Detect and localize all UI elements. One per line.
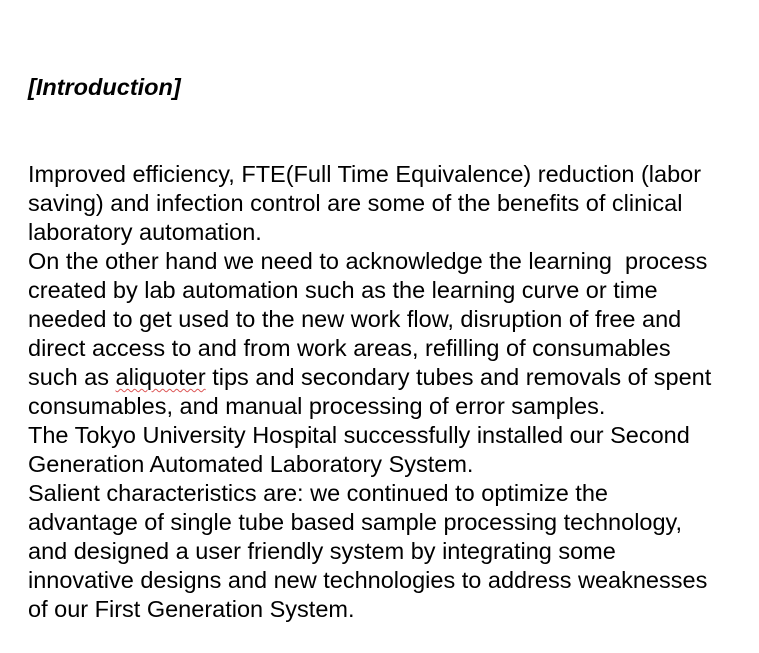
spellcheck-underlined-word: aliquoter xyxy=(115,364,206,390)
section-heading: [Introduction] xyxy=(28,74,181,100)
text-line: created by lab automation such as the learning curve or time xyxy=(28,277,658,303)
text-line: Generation Automated Laboratory System. xyxy=(28,451,474,477)
text-line: innovative designs and new technologies to address weaknesses xyxy=(28,567,708,593)
text-line: of our First Generation System. xyxy=(28,596,355,622)
text-line: laboratory automation. xyxy=(28,219,262,245)
text-line: Salient characteristics are: we continued to optimize the xyxy=(28,480,608,506)
text-line: The Tokyo University Hospital successfully installed our Second xyxy=(28,422,690,448)
text-line: such as aliquoter tips and secondary tubes and removals of spent xyxy=(28,364,712,390)
text-line: Improved efficiency, FTE(Full Time Equivalence) reduction (labor xyxy=(28,161,702,187)
text-line: consumables, and manual processing of error samples. xyxy=(28,393,606,419)
text-line: advantage of single tube based sample processing technology, xyxy=(28,509,683,535)
body-text xyxy=(28,160,759,624)
text-line: needed to get used to the new work flow, disruption of free and xyxy=(28,306,682,332)
slide-text-block xyxy=(28,15,759,653)
text-line: direct access to and from work areas, refilling of consumables xyxy=(28,335,671,361)
text-line: saving) and infection control are some of the benefits of clinical xyxy=(28,190,683,216)
text-line: and designed a user friendly system by integrating some xyxy=(28,538,616,564)
text-line: On the other hand we need to acknowledge the learning process xyxy=(28,248,708,274)
